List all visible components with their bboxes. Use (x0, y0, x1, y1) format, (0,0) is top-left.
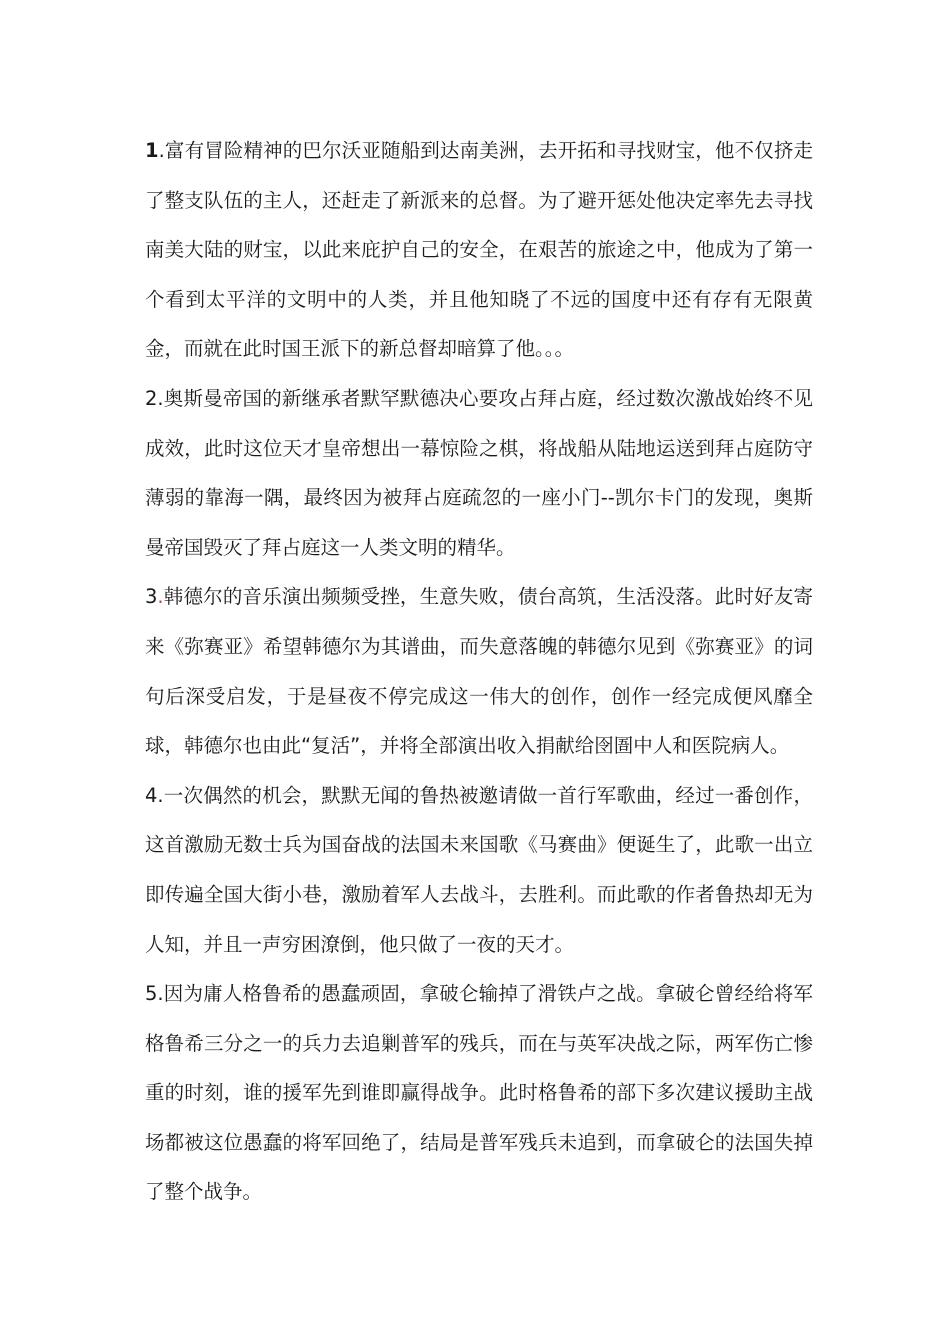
paragraph-number: 4 (145, 783, 158, 807)
paragraph-5 (145, 969, 813, 1217)
paragraph-text: 富有冒险精神的巴尔沃亚随船到达南美洲，去开拓和寻找财宝，他不仅挤走了整支队伍的主人，还赶走了新派来的总督。为了避开惩处他决定率先去寻找南美大陆的财宝，以此来庇护自己的安全，在艰苦的旅途之中，他成为了第一个看到太平洋的文明中的人类，并且他知晓了不远的国度中还有存有无限黄金，而就在此时国王派下的新总督却暗算了他。。。 (145, 139, 813, 361)
paragraph-3 (145, 572, 813, 770)
paragraph-2 (145, 374, 813, 572)
paragraph-number: 5 (145, 982, 158, 1006)
document-body (145, 126, 813, 1217)
paragraph-text: 因为庸人格鲁希的愚蠢顽固，拿破仑输掉了滑铁卢之战。拿破仑曾经给将军格鲁希三分之一的兵力去追剿普军的残兵，而在与英军决战之际，两军伤亡惨重的时刻，谁的援军先到谁即赢得战争。此时格鲁希的部下多次建议援助主战场都被这位愚蠢的将军回绝了，结局是普军残兵未追到，而拿破仑的法国失掉了整个战争。 (145, 982, 813, 1204)
paragraph-1 (145, 126, 813, 374)
paragraph-separator: . (157, 982, 164, 1006)
paragraph-number: 2 (145, 386, 158, 410)
paragraph-number: 1 (145, 139, 159, 162)
paragraph-separator: . (158, 139, 165, 162)
paragraph-separator: . (157, 386, 164, 410)
paragraph-text: 韩德尔的音乐演出频频受挫，生意失败，债台高筑，生活没落。此时好友寄来《弥赛亚》希望韩德尔为其谱曲，而失意落魄的韩德尔见到《弥赛亚》的词句后深受启发，于是昼夜不停完成这一伟大的创作，创作一经完成便风靡全球，韩德尔也由此“复活”，并将全部演出收入捐献给囹圄中人和医院病人。 (145, 585, 813, 758)
paragraph-4 (145, 771, 813, 969)
paragraph-separator: . (157, 783, 164, 807)
paragraph-separator: . (157, 585, 164, 609)
paragraph-text: 奥斯曼帝国的新继承者默罕默德决心要攻占拜占庭，经过数次激战始终不见成效，此时这位天才皇帝想出一幕惊险之棋，将战船从陆地运送到拜占庭防守薄弱的靠海一隅，最终因为被拜占庭疏忽的一座小门--凯尔卡门的发现，奥斯曼帝国毁灭了拜占庭这一人类文明的精华。 (145, 386, 813, 559)
paragraph-number: 3 (145, 585, 158, 609)
paragraph-text: 一次偶然的机会，默默无闻的鲁热被邀请做一首行军歌曲，经过一番创作，这首激励无数士兵为国奋战的法国未来国歌《马赛曲》便诞生了，此歌一出立即传遍全国大街小巷，激励着军人去战斗，去胜利。而此歌的作者鲁热却无为人知，并且一声穷困潦倒，他只做了一夜的天才。 (145, 783, 813, 956)
